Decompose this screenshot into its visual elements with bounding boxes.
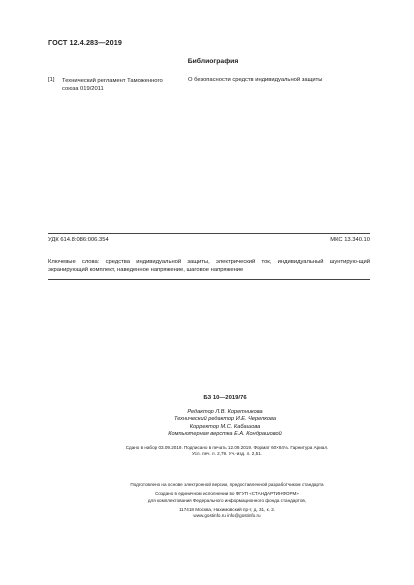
publisher-line-4: 117418 Москва, Нахимовский пр-т, д. 31, к. 2. [178, 506, 276, 512]
print-line-2: Усл. печ. л. 2,79. Уч.-изд. л. 2,51. [191, 451, 263, 457]
proofreader-credit: Корректор М.С. Кабашова [189, 423, 261, 430]
publisher-line-2: Создано в единичном исполнении во ФГУП «СТАНДАРТИНФОРМ» [155, 491, 299, 497]
udc-code: УДК 614.8:086:006.354 [48, 237, 109, 243]
layout-credit: Компьютерная верстка Е.А. Кондрашовой [168, 431, 282, 438]
publisher-details [0, 482, 414, 519]
divider-top [48, 233, 370, 234]
bibliography-entry-number: [1] [48, 77, 55, 83]
bibliography-source-line1: Технический регламент Таможенного [62, 78, 163, 84]
keywords-paragraph [48, 258, 370, 274]
publisher-line-3: для комплектования Федерального информационного фонда стандартов, [147, 497, 307, 503]
staff-credits [0, 409, 414, 439]
bibliography-source-line2: союза 019/2011 [62, 86, 104, 92]
print-details [0, 445, 414, 458]
bibliography-title: Библиография [187, 58, 239, 65]
bibliography-entry-source [62, 77, 163, 93]
keywords-label: Ключевые слова: [48, 259, 100, 265]
publisher-line-1: Подготовлено на основе электронной версии, предоставленной разработчиком стандарта [130, 482, 324, 487]
bibliography-entry-description: О безопасности средств индивидуальной защиты [188, 77, 323, 83]
tech-editor-credit: Технический редактор И.Е. Черепкова [174, 416, 276, 423]
keywords-text: средства индивидуальной защиты, электрический ток, индивидуальный шунтирую-щий экранирующий комплект, наведенное напряжение, шаговое напряжение [48, 259, 370, 274]
mks-code: МКС 13.340.10 [330, 237, 370, 243]
divider-bottom [48, 279, 370, 280]
publisher-line-5: www.gostinfo.ru info@gostinfo.ru [193, 513, 261, 519]
standard-number: ГОСТ 12.4.283—2019 [48, 38, 122, 47]
print-line-1: Сдано в набор 03.09.2019. Подписано в печать 12.09.2019. Формат 60×84⅛. Гарнитура Ариал. [125, 445, 329, 450]
editor-credit: Редактор Л.В. Коретникова [187, 409, 263, 415]
order-number: БЗ 10—2019/76 [203, 395, 247, 401]
